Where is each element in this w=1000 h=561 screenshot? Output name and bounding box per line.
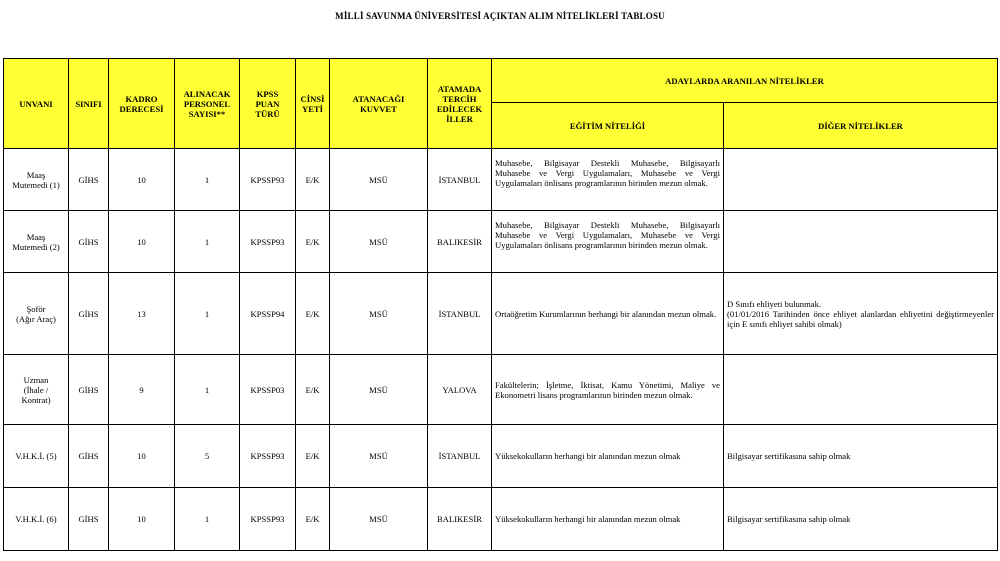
table-row <box>4 273 998 355</box>
header-kuvvet: ATANACAĞI KUVVET <box>330 59 428 149</box>
cell-il: BALIKESİR <box>428 211 492 273</box>
cell-sinif: GİHS <box>69 211 109 273</box>
cell-kadro: 13 <box>109 273 175 355</box>
cell-il: BALIKESİR <box>428 488 492 551</box>
cell-sayi: 1 <box>175 211 240 273</box>
cell-diger <box>724 211 998 273</box>
qualifications-table <box>3 58 998 551</box>
cell-unvan: Maaş Mutemedi (2) <box>4 211 69 273</box>
cell-sayi: 1 <box>175 488 240 551</box>
cell-cins: E/K <box>296 211 330 273</box>
header-nitelikler: ADAYLARDA ARANILAN NİTELİKLER <box>492 59 998 103</box>
cell-egitim: Muhasebe, Bilgisayar Destekli Muhasebe, Bilgisayarlı Muhasebe ve Vergi Uygulamaları, Muhasebe ve Vergi Uygulamaları önlisans programlarının birinden mezun olmak. <box>492 211 724 273</box>
table-row <box>4 149 998 211</box>
cell-kpss: KPSSP93 <box>240 149 296 211</box>
cell-sayi: 1 <box>175 273 240 355</box>
header-egitim: EĞİTİM NİTELİĞİ <box>492 103 724 149</box>
cell-unvan: Uzman (İhale / Kontrat) <box>4 355 69 425</box>
cell-kadro: 10 <box>109 149 175 211</box>
cell-kadro: 10 <box>109 425 175 488</box>
cell-egitim: Muhasebe, Bilgisayar Destekli Muhasebe, Bilgisayarlı Muhasebe ve Vergi Uygulamaları, Muhasebe ve Vergi Uygulamaları önlisans programlarının birinden mezun olmak. <box>492 149 724 211</box>
table-row <box>4 488 998 551</box>
cell-cins: E/K <box>296 355 330 425</box>
cell-kuvvet: MSÜ <box>330 273 428 355</box>
cell-cins: E/K <box>296 488 330 551</box>
header-row-1 <box>4 59 998 103</box>
header-unvan: UNVANI <box>4 59 69 149</box>
cell-egitim: Yüksekokulların herhangi bir alanından mezun olmak <box>492 488 724 551</box>
header-alinacak: ALINACAK PERSONEL SAYISI** <box>175 59 240 149</box>
table-row <box>4 211 998 273</box>
cell-kuvvet: MSÜ <box>330 355 428 425</box>
cell-diger: Bilgisayar sertifikasına sahip olmak <box>724 488 998 551</box>
cell-kpss: KPSSP03 <box>240 355 296 425</box>
header-diger: DİĞER NİTELİKLER <box>724 103 998 149</box>
cell-kadro: 10 <box>109 488 175 551</box>
cell-il: İSTANBUL <box>428 273 492 355</box>
cell-kuvvet: MSÜ <box>330 211 428 273</box>
cell-unvan: V.H.K.İ. (6) <box>4 488 69 551</box>
cell-sinif: GİHS <box>69 425 109 488</box>
cell-il: İSTANBUL <box>428 425 492 488</box>
table-row <box>4 425 998 488</box>
header-kpss: KPSS PUAN TÜRÜ <box>240 59 296 149</box>
header-tercih: ATAMADA TERCİH EDİLECEK İLLER <box>428 59 492 149</box>
cell-kpss: KPSSP94 <box>240 273 296 355</box>
document-title: MİLLİ SAVUNMA ÜNİVERSİTESİ AÇIKTAN ALIM NİTELİKLERİ TABLOSU <box>335 11 665 21</box>
cell-il: İSTANBUL <box>428 149 492 211</box>
cell-sinif: GİHS <box>69 273 109 355</box>
cell-sayi: 1 <box>175 355 240 425</box>
cell-cins: E/K <box>296 149 330 211</box>
cell-diger <box>724 149 998 211</box>
cell-sinif: GİHS <box>69 149 109 211</box>
cell-kuvvet: MSÜ <box>330 425 428 488</box>
header-cinsiyet: CİNSİ YETİ <box>296 59 330 149</box>
cell-diger: Bilgisayar sertifikasına sahip olmak <box>724 425 998 488</box>
cell-kadro: 9 <box>109 355 175 425</box>
cell-kpss: KPSSP93 <box>240 211 296 273</box>
cell-sinif: GİHS <box>69 355 109 425</box>
cell-sayi: 1 <box>175 149 240 211</box>
cell-kpss: KPSSP93 <box>240 425 296 488</box>
cell-unvan: Maaş Mutemedi (1) <box>4 149 69 211</box>
cell-cins: E/K <box>296 425 330 488</box>
cell-il: YALOVA <box>428 355 492 425</box>
cell-sinif: GİHS <box>69 488 109 551</box>
cell-egitim: Yüksekokulların herhangi bir alanından mezun olmak <box>492 425 724 488</box>
cell-diger <box>724 355 998 425</box>
cell-kadro: 10 <box>109 211 175 273</box>
cell-kuvvet: MSÜ <box>330 488 428 551</box>
cell-diger: D Sınıfı ehliyeti bulunmak. (01/01/2016 Tarihinden önce ehliyet alanlardan ehliyetini değiştirmeyenler için E sınıfı ehliyet sahibi olmak) <box>724 273 998 355</box>
cell-unvan: V.H.K.İ. (5) <box>4 425 69 488</box>
cell-kuvvet: MSÜ <box>330 149 428 211</box>
table-row <box>4 355 998 425</box>
cell-cins: E/K <box>296 273 330 355</box>
cell-egitim: Fakültelerin; İşletme, İktisat, Kamu Yönetimi, Maliye ve Ekonometri lisans programlarının birinden mezun olmak. <box>492 355 724 425</box>
cell-unvan: Şoför (Ağır Araç) <box>4 273 69 355</box>
cell-sayi: 5 <box>175 425 240 488</box>
header-sinifi: SINIFI <box>69 59 109 149</box>
cell-egitim: Ortaöğretim Kurumlarının herhangi bir alanından mezun olmak. <box>492 273 724 355</box>
header-kadro: KADRO DERECESİ <box>109 59 175 149</box>
cell-kpss: KPSSP93 <box>240 488 296 551</box>
